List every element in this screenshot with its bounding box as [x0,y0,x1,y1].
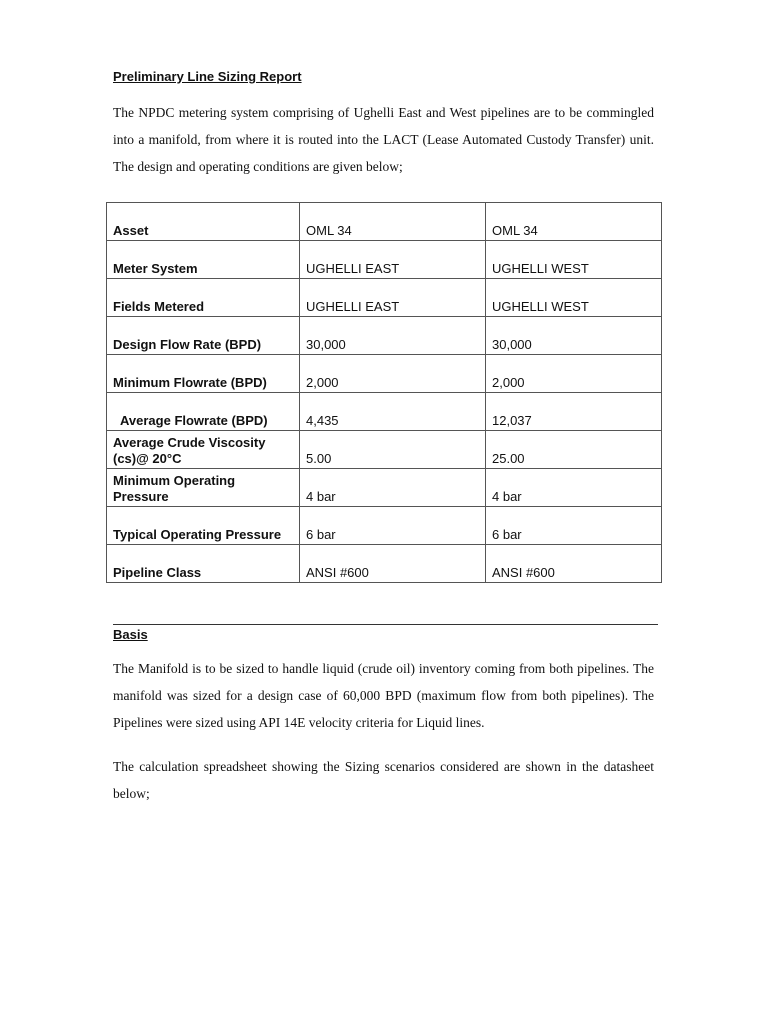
row-label: Minimum Flowrate (BPD) [107,355,300,393]
table-row [107,469,662,507]
east-value: UGHELLI EAST [300,279,486,317]
row-label: Asset [107,203,300,241]
row-label: Pipeline Class [107,545,300,583]
west-value: 25.00 [486,431,662,469]
west-value: UGHELLI WEST [486,279,662,317]
table-row [107,545,662,583]
table-row [107,393,662,431]
intro-paragraph: The NPDC metering system comprising of Ughelli East and West pipelines are to be commingled into a manifold, from where it is routed into the LACT (Lease Automated Custody Transfer) unit. The design and operating conditions are given below; [113,105,654,174]
row-label: Average Flowrate (BPD) [107,393,300,431]
table-row [107,279,662,317]
west-value: 6 bar [486,507,662,545]
east-value: 6 bar [300,507,486,545]
row-label: Minimum Operating Pressure [107,469,300,507]
east-value: 30,000 [300,317,486,355]
basis-heading: Basis [113,627,148,642]
west-value: 4 bar [486,469,662,507]
row-label: Meter System [107,241,300,279]
row-label: Fields Metered [107,279,300,317]
basis-paragraph-2: The calculation spreadsheet showing the Sizing scenarios considered are shown in the datasheet below; [113,759,654,801]
section-divider [113,624,658,625]
west-value: 12,037 [486,393,662,431]
row-label: Design Flow Rate (BPD) [107,317,300,355]
west-value: UGHELLI WEST [486,241,662,279]
row-label: Typical Operating Pressure [107,507,300,545]
table-row [107,317,662,355]
west-value: 30,000 [486,317,662,355]
east-value: 2,000 [300,355,486,393]
report-title: Preliminary Line Sizing Report [113,69,302,84]
table-row [107,431,662,469]
table-row [107,241,662,279]
west-value: ANSI #600 [486,545,662,583]
basis-paragraph-1: The Manifold is to be sized to handle liquid (crude oil) inventory coming from both pipelines. The manifold was sized for a design case of 60,000 BPD (maximum flow from both pipelines). The Pipelines were sized using API 14E velocity criteria for Liquid lines. [113,661,654,730]
east-value: 5.00 [300,431,486,469]
west-value: 2,000 [486,355,662,393]
table-row [107,507,662,545]
east-value: UGHELLI EAST [300,241,486,279]
west-value: OML 34 [486,203,662,241]
east-value: 4,435 [300,393,486,431]
east-value: ANSI #600 [300,545,486,583]
row-label: Average Crude Viscosity (cs)@ 20°C [107,431,300,469]
east-value: 4 bar [300,469,486,507]
design-conditions-table [106,202,662,583]
table-row [107,203,662,241]
east-value: OML 34 [300,203,486,241]
table-row [107,355,662,393]
